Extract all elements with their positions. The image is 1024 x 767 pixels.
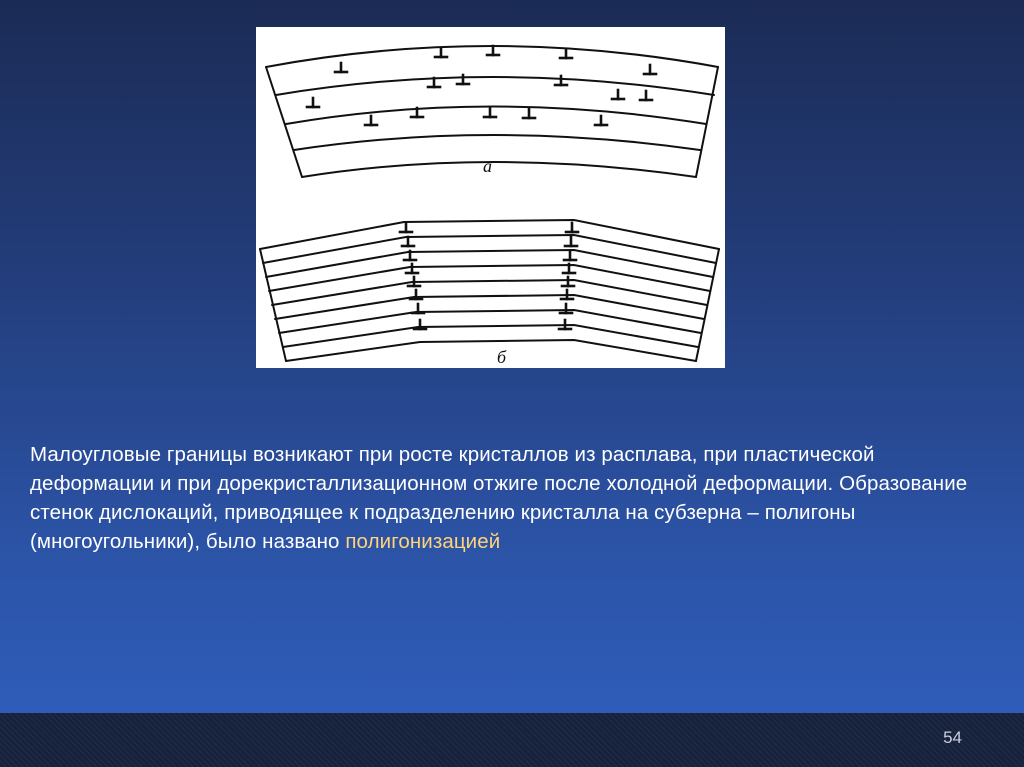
dislocation-symbol [335, 63, 347, 72]
part-a-arc-4 [294, 135, 700, 150]
part-b-line-5 [272, 280, 707, 305]
part-b-dislocation-walls [400, 223, 578, 329]
wall-left-dislocation [400, 223, 412, 232]
part-b-line-3 [266, 250, 713, 277]
part-b-line-6 [275, 295, 704, 319]
part-b-polygonized-crystal [260, 220, 719, 361]
dislocation-symbol [560, 49, 572, 58]
dislocation-symbol [487, 46, 499, 55]
part-b-line-9 [286, 340, 696, 361]
dislocation-symbol [644, 65, 656, 74]
slide-paragraph [30, 440, 970, 556]
part-b-line-8 [283, 325, 698, 347]
wall-right-dislocation [562, 277, 574, 286]
footer-strip [0, 713, 1024, 767]
paragraph-main-text: Малоугловые границы возникают при росте кристаллов из расплава, при пластической деформации и при дорекристаллизационном отжиге после холодной деформации. Образование стенок дислокаций, приводящее к подразделению кристалла на субзерна – полигоны (многоугольники), было названо [30, 443, 968, 553]
dislocation-symbol [523, 109, 535, 118]
part-b-line-1 [260, 220, 719, 249]
wall-right-dislocation [560, 304, 572, 313]
dislocation-symbol [612, 90, 624, 99]
part-b-right-edge [696, 249, 719, 361]
part-a-arc-5 [302, 162, 696, 177]
part-b-line-7 [279, 310, 701, 333]
dislocation-symbol [640, 91, 652, 100]
dislocation-symbol [365, 116, 377, 125]
polygonization-term: полигонизацией [345, 530, 501, 553]
part-a-arc-3 [286, 107, 706, 125]
part-b-line-2 [263, 235, 716, 263]
wall-left-dislocation [406, 264, 418, 273]
figure-label-b: б [497, 347, 507, 367]
dislocation-symbol [595, 116, 607, 125]
figure-drawing [256, 27, 725, 368]
page-number: 54 [943, 728, 962, 747]
part-b-left-edge [260, 249, 286, 361]
wall-right-dislocation [566, 223, 578, 232]
dislocation-symbol [555, 76, 567, 85]
dislocation-symbol [435, 48, 447, 57]
part-b-line-4 [269, 265, 710, 291]
dislocation-symbol [307, 98, 319, 107]
dislocation-figure [256, 27, 725, 368]
wall-right-dislocation [565, 237, 577, 246]
dislocation-symbol [484, 108, 496, 117]
figure-label-a: а [483, 156, 492, 176]
wall-right-dislocation [564, 251, 576, 260]
part-a-arc-2 [276, 77, 714, 95]
